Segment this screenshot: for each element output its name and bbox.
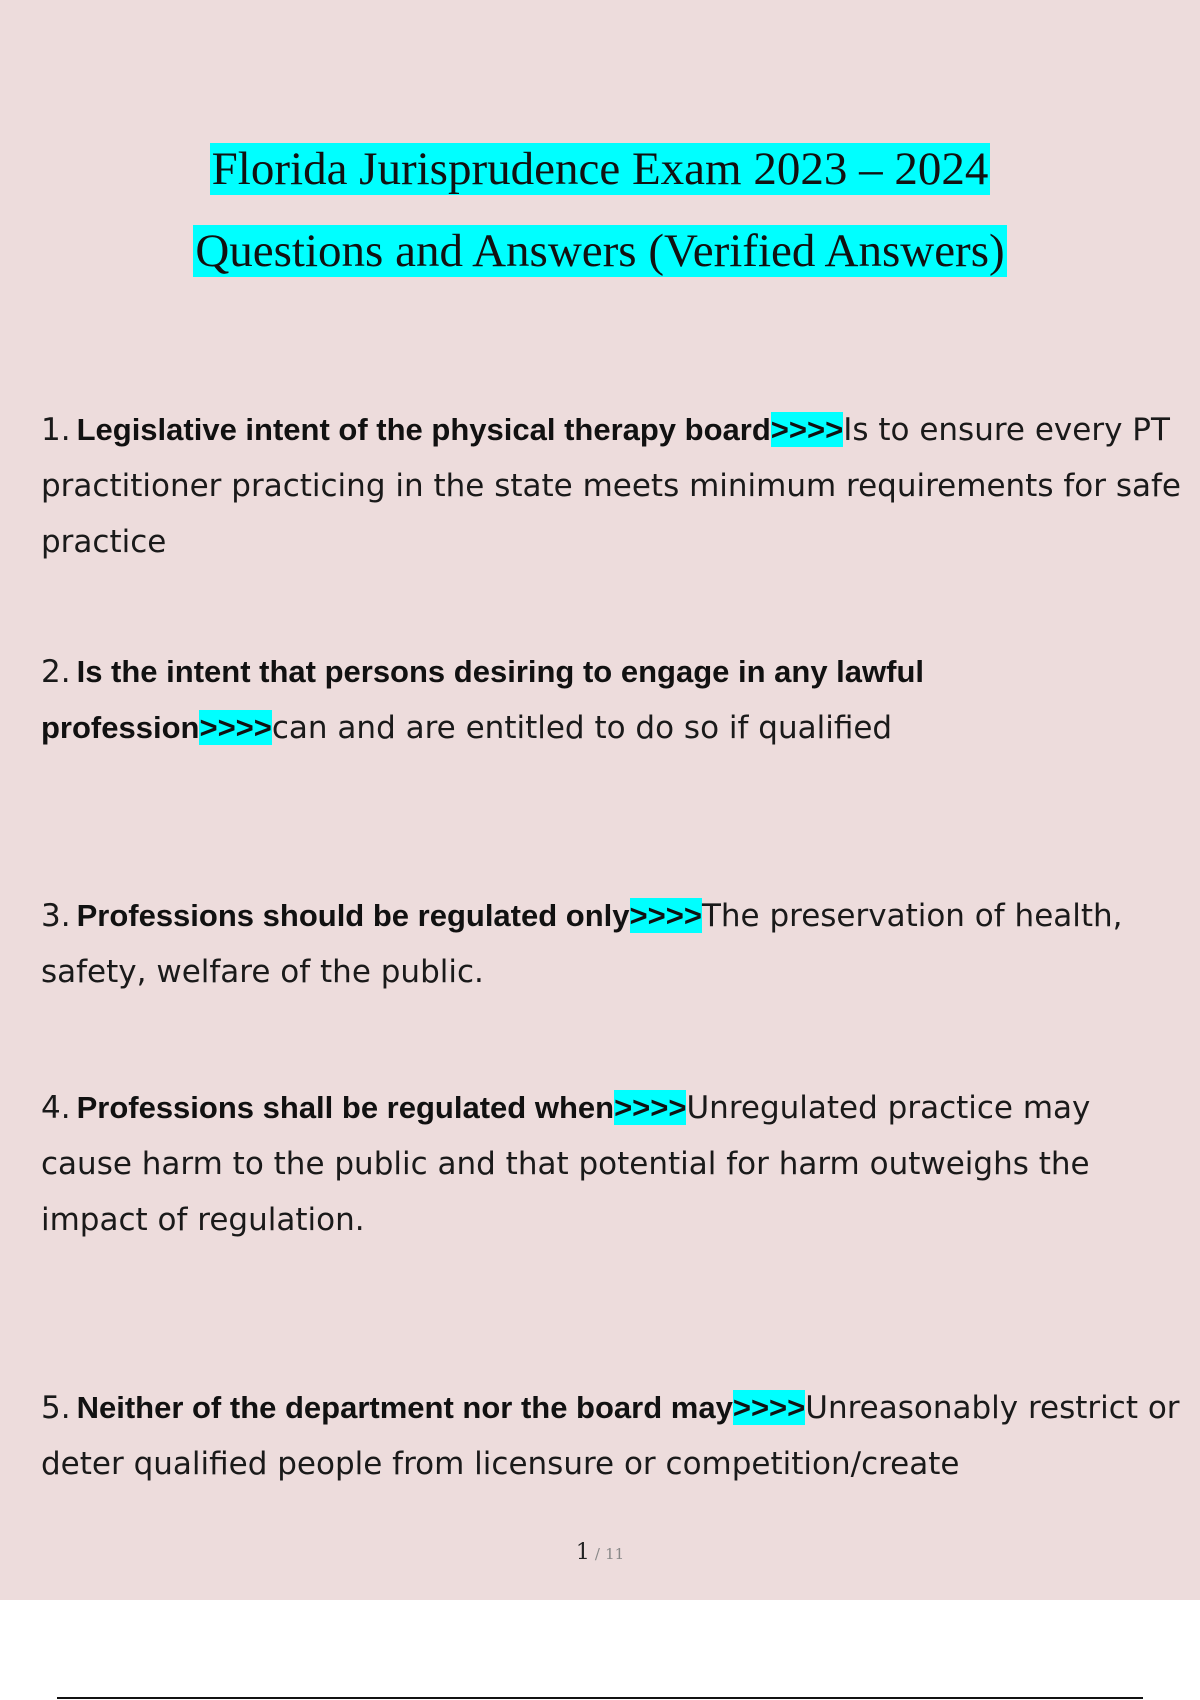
- page-current: 1: [575, 1540, 590, 1565]
- qa-item: [41, 1080, 1181, 1248]
- qa-item: [41, 644, 1181, 756]
- qa-item: [41, 888, 1181, 1000]
- qa-answer: Unregulated practice may cause harm to the public and that potential for harm outweighs the impact of regulation.: [41, 1090, 1091, 1238]
- page-separator: /: [594, 1545, 600, 1563]
- qa-question: Legislative intent of the physical therapy board: [76, 412, 771, 447]
- qa-answer: can and are entitled to do so if qualified: [271, 710, 893, 746]
- answer-marker: >>>>: [199, 710, 272, 745]
- answer-marker: >>>>: [629, 898, 702, 933]
- qa-question: Neither of the department nor the board may: [76, 1390, 733, 1425]
- qa-question: Is the intent that persons desiring to engage in any lawful profession: [41, 654, 925, 745]
- qa-number: 5.: [41, 1390, 71, 1426]
- answer-marker: >>>>: [732, 1390, 806, 1425]
- next-page-top-rule: [57, 1697, 1143, 1699]
- qa-item: [41, 1380, 1181, 1492]
- qa-item: [41, 402, 1181, 570]
- qa-number: 3.: [41, 898, 71, 934]
- qa-answer: Unreasonably restrict or deter qualified people from licensure or competition/create: [41, 1390, 1180, 1482]
- answer-marker: >>>>: [614, 1090, 687, 1125]
- qa-number: 4.: [41, 1090, 71, 1126]
- qa-question: Professions shall be regulated when: [76, 1090, 615, 1125]
- answer-marker: >>>>: [770, 412, 844, 447]
- page-number: [0, 1540, 1200, 1565]
- qa-number: 1.: [41, 412, 71, 448]
- qa-number: 2.: [41, 654, 71, 690]
- title-line-1: Florida Jurisprudence Exam 2023 – 2024: [211, 143, 989, 195]
- qa-answer: Is to ensure every PT practitioner practicing in the state meets minimum requirements for safe practice: [41, 412, 1181, 560]
- qa-question: Professions should be regulated only: [76, 898, 630, 933]
- qa-answer: The preservation of health, safety, welfare of the public.: [41, 898, 1123, 990]
- title-line-2: Questions and Answers (Verified Answers): [195, 225, 1005, 277]
- document-title: [0, 128, 1200, 292]
- page-total: 11: [605, 1545, 625, 1563]
